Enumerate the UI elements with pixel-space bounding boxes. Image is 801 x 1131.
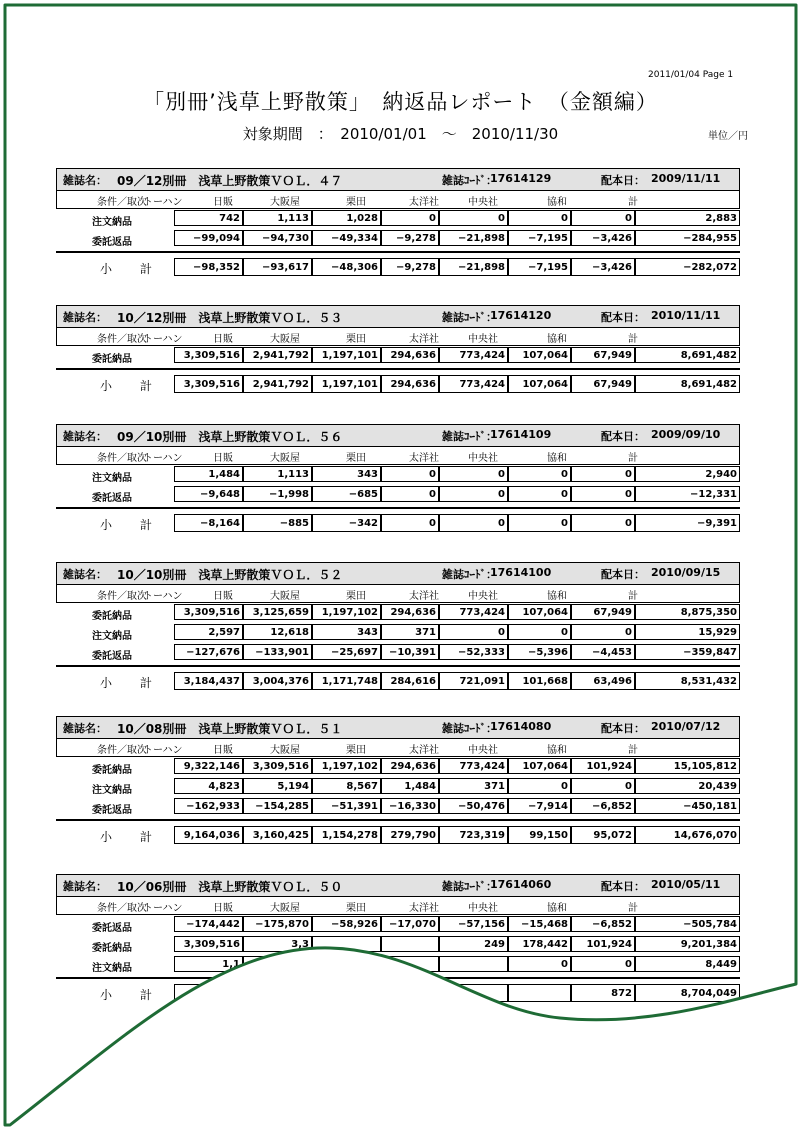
table-cell: −5,396 (508, 644, 571, 660)
row-label: 注文納品 (92, 217, 132, 228)
row-label: 注文納品 (92, 473, 132, 484)
table-cell: −175,870 (243, 916, 312, 932)
table-cell: 0 (439, 624, 508, 640)
row-label: 委託返品 (92, 237, 132, 248)
table-cell: −6,852 (571, 798, 635, 814)
table-cell: −127,676 (174, 644, 243, 660)
subtotal-cell: 8,704,049 (635, 984, 740, 1002)
subtotal-cell: 284,616 (381, 672, 439, 690)
subtotal-cell: −3,426 (571, 258, 635, 276)
table-cell: 773,424 (439, 347, 508, 363)
subtotal-label: 小 計 (100, 262, 161, 276)
table-cell: 0 (381, 486, 439, 502)
column-header: 太洋社 (409, 334, 439, 345)
column-header: 計 (628, 745, 638, 756)
row-label: 委託返品 (92, 651, 132, 662)
condition-header: 条件／取次 (97, 591, 147, 602)
subtotal-cell: 1,197,101 (312, 375, 381, 393)
magazine-code: 17614080 (490, 720, 552, 733)
table-cell: 5,194 (243, 778, 312, 794)
column-header: 日販 (213, 334, 233, 345)
table-cell: 0 (571, 486, 635, 502)
table-cell: 8,567 (312, 778, 381, 794)
subtotal-label: 小 計 (100, 518, 161, 532)
page-border (5, 5, 796, 1125)
table-cell: 773,424 (439, 758, 508, 774)
subtotal-cell: 8,531,432 (635, 672, 740, 690)
column-header: 栗田 (346, 745, 366, 756)
magazine-code: 17614129 (490, 172, 552, 185)
subtotal-cell: 0 (439, 514, 508, 532)
column-header: トーハン (143, 453, 183, 464)
column-header: 栗田 (346, 334, 366, 345)
subtotal-cell: 723,319 (439, 826, 508, 844)
table-cell: 1,197,101 (312, 347, 381, 363)
subtotal-cell: −9,278 (381, 258, 439, 276)
table-cell: −7,195 (508, 230, 571, 246)
subtotal-cell: 14,676,070 (635, 826, 740, 844)
magazine-label: 雑誌名： (63, 311, 107, 324)
table-cell: 742 (174, 210, 243, 226)
column-header: 協和 (547, 745, 567, 756)
condition-header: 条件／取次 (97, 197, 147, 208)
date-label: 配本日： (601, 174, 645, 187)
table-cell: 0 (508, 778, 571, 794)
column-header: トーハン (143, 903, 183, 914)
table-cell: −359,847 (635, 644, 740, 660)
column-header: 日販 (213, 903, 233, 914)
column-header: トーハン (143, 334, 183, 345)
column-header: 大阪屋 (270, 197, 300, 208)
table-cell: 0 (508, 486, 571, 502)
table-cell: 2,940 (635, 466, 740, 482)
date-label: 配本日： (601, 722, 645, 735)
table-cell: −15,468 (508, 916, 571, 932)
release-date: 2009/11/11 (651, 172, 721, 185)
subtotal-cell: 67,949 (571, 375, 635, 393)
table-cell: 0 (508, 624, 571, 640)
subtotal-cell: 872 (571, 984, 635, 1002)
date-label: 配本日： (601, 568, 645, 581)
subtotal-cell: −7,195 (508, 258, 571, 276)
table-cell: 20,439 (635, 778, 740, 794)
table-cell: 1,197,102 (312, 758, 381, 774)
table-cell: 3,309,516 (243, 758, 312, 774)
condition-header: 条件／取次 (97, 903, 147, 914)
table-cell: 1,197,102 (312, 604, 381, 620)
date-label: 配本日： (601, 430, 645, 443)
subtotal-cell: 101,668 (508, 672, 571, 690)
table-cell: 1,028 (312, 210, 381, 226)
subtotal-cell: 0 (508, 514, 571, 532)
condition-header: 条件／取次 (97, 453, 147, 464)
date-label: 配本日： (601, 311, 645, 324)
column-header: 大阪屋 (270, 453, 300, 464)
table-cell: 15,929 (635, 624, 740, 640)
subtotal-cell: 773,424 (439, 375, 508, 393)
table-cell: 3,309,516 (174, 604, 243, 620)
subtotal-cell: 63,496 (571, 672, 635, 690)
subtotal-cell: 3,004,376 (243, 672, 312, 690)
code-label: 雑誌ｺｰﾄﾞ： (442, 430, 497, 443)
table-cell: 12,618 (243, 624, 312, 640)
table-cell: −17,070 (381, 916, 439, 932)
column-header: 計 (628, 453, 638, 464)
subtotal-cell: −93,617 (243, 258, 312, 276)
table-cell: 0 (571, 956, 635, 972)
column-header: 協和 (547, 334, 567, 345)
row-label: 委託返品 (92, 493, 132, 504)
table-cell: −4,453 (571, 644, 635, 660)
subtotal-cell: −98,352 (174, 258, 243, 276)
report-title: 「別冊’浅草上野散策」 納返品レポート （金額編） (143, 90, 658, 114)
column-header: 計 (628, 591, 638, 602)
magazine-name: 10／12別冊 浅草上野散策ＶＯＬ．５３ (117, 311, 343, 325)
table-cell: 8,875,350 (635, 604, 740, 620)
table-cell: 2,941,792 (243, 347, 312, 363)
column-header: 大阪屋 (270, 745, 300, 756)
subtotal-cell: −48,306 (312, 258, 381, 276)
table-cell: −25,697 (312, 644, 381, 660)
row-label: 委託納品 (92, 765, 132, 776)
column-header: 太洋社 (409, 453, 439, 464)
subtotal-cell: −282,072 (635, 258, 740, 276)
table-cell: 0 (508, 466, 571, 482)
column-header: トーハン (143, 745, 183, 756)
row-label: 注文納品 (92, 631, 132, 642)
column-header: 計 (628, 903, 638, 914)
table-cell: 8,691,482 (635, 347, 740, 363)
subtotal-cell: 95,072 (571, 826, 635, 844)
table-cell: 178,442 (508, 936, 571, 952)
table-cell: 343 (312, 466, 381, 482)
column-header: 日販 (213, 453, 233, 464)
table-cell: 294,636 (381, 347, 439, 363)
subtotal-label: 小 計 (100, 379, 161, 393)
column-header: 計 (628, 197, 638, 208)
subtotal-label: 小 計 (100, 830, 161, 844)
magazine-code: 17614100 (490, 566, 552, 579)
column-header: 日販 (213, 197, 233, 208)
table-cell: 67,949 (571, 604, 635, 620)
row-label: 委託納品 (92, 354, 132, 365)
column-header: 大阪屋 (270, 591, 300, 602)
subtotal-label: 小 計 (100, 988, 161, 1002)
table-cell: 0 (508, 210, 571, 226)
column-header: 中央社 (468, 197, 498, 208)
column-header: 日販 (213, 591, 233, 602)
magazine-label: 雑誌名： (63, 722, 107, 735)
column-header: 大阪屋 (270, 903, 300, 914)
table-cell: 107,064 (508, 604, 571, 620)
subtotal-cell: 8,691,482 (635, 375, 740, 393)
magazine-name: 09／10別冊 浅草上野散策ＶＯＬ．５６ (117, 430, 343, 444)
subtotal-cell: −885 (243, 514, 312, 532)
row-label: 委託返品 (92, 923, 132, 934)
table-cell: −685 (312, 486, 381, 502)
table-cell: 294,636 (381, 758, 439, 774)
column-header: 中央社 (468, 334, 498, 345)
subtotal-label: 小 計 (100, 676, 161, 690)
column-header: 協和 (547, 453, 567, 464)
condition-header: 条件／取次 (97, 334, 147, 345)
magazine-label: 雑誌名： (63, 880, 107, 893)
table-cell: 0 (571, 778, 635, 794)
table-cell: 101,924 (571, 936, 635, 952)
table-cell: 101,924 (571, 758, 635, 774)
release-date: 2010/11/11 (651, 309, 721, 322)
table-cell: 0 (508, 956, 571, 972)
table-cell: −21,898 (439, 230, 508, 246)
table-cell: 3,309,516 (174, 936, 243, 952)
code-label: 雑誌ｺｰﾄﾞ： (442, 722, 497, 735)
subtotal-cell: 99,150 (508, 826, 571, 844)
subtotal-cell: 0 (571, 514, 635, 532)
table-cell: 0 (571, 210, 635, 226)
table-cell: −6,852 (571, 916, 635, 932)
row-label: 委託返品 (92, 805, 132, 816)
magazine-name: 10／06別冊 浅草上野散策ＶＯＬ．５０ (117, 880, 343, 894)
table-cell: 371 (439, 778, 508, 794)
release-date: 2010/09/15 (651, 566, 721, 579)
table-cell: −51,391 (312, 798, 381, 814)
column-header: 協和 (547, 591, 567, 602)
table-cell: −99,094 (174, 230, 243, 246)
table-cell: 249 (439, 936, 508, 952)
table-cell: 0 (381, 466, 439, 482)
table-cell: −162,933 (174, 798, 243, 814)
table-cell: −505,784 (635, 916, 740, 932)
magazine-name: 10／08別冊 浅草上野散策ＶＯＬ．５１ (117, 722, 343, 736)
table-cell: −450,181 (635, 798, 740, 814)
column-header: 計 (628, 334, 638, 345)
subtotal-cell: 294,636 (381, 375, 439, 393)
table-cell: −9,278 (381, 230, 439, 246)
unit-label: 単位／円 (708, 131, 748, 142)
table-cell: 0 (381, 210, 439, 226)
row-label: 委託納品 (92, 943, 132, 954)
table-cell: 3,309,516 (174, 347, 243, 363)
table-cell: 3,3 (243, 936, 312, 952)
condition-header: 条件／取次 (97, 745, 147, 756)
column-header: 太洋社 (409, 197, 439, 208)
subtotal-cell: −342 (312, 514, 381, 532)
column-header: 中央社 (468, 903, 498, 914)
table-cell: 294,636 (381, 604, 439, 620)
subtotal-cell: 107,064 (508, 375, 571, 393)
code-label: 雑誌ｺｰﾄﾞ： (442, 174, 497, 187)
subtotal-cell: 3,309,516 (174, 375, 243, 393)
column-header: 協和 (547, 903, 567, 914)
table-cell: −154,285 (243, 798, 312, 814)
table-cell: −12,331 (635, 486, 740, 502)
table-cell: −9,648 (174, 486, 243, 502)
release-date: 2009/09/10 (651, 428, 721, 441)
report-period: 対象期間 ： 2010/01/01 〜 2010/11/30 (242, 125, 559, 143)
column-header: 太洋社 (409, 745, 439, 756)
table-cell: 0 (439, 210, 508, 226)
column-header: 中央社 (468, 453, 498, 464)
column-header: 栗田 (346, 453, 366, 464)
code-label: 雑誌ｺｰﾄﾞ： (442, 568, 497, 581)
column-header: 中央社 (468, 591, 498, 602)
subtotal-cell: 3,184,437 (174, 672, 243, 690)
subtotal-cell: 2,941,792 (243, 375, 312, 393)
table-cell: −284,955 (635, 230, 740, 246)
table-cell: 15,105,812 (635, 758, 740, 774)
table-cell: −7,914 (508, 798, 571, 814)
column-header: トーハン (143, 197, 183, 208)
table-cell: −49,334 (312, 230, 381, 246)
subtotal-cell: 1,171,748 (312, 672, 381, 690)
table-cell: −1,998 (243, 486, 312, 502)
table-cell: 8,449 (635, 956, 740, 972)
table-cell: 3,125,659 (243, 604, 312, 620)
table-cell: 0 (439, 486, 508, 502)
subtotal-cell: 1,154,278 (312, 826, 381, 844)
table-cell: 343 (312, 624, 381, 640)
table-cell: −57,156 (439, 916, 508, 932)
table-cell: −50,476 (439, 798, 508, 814)
table-cell: 773,424 (439, 604, 508, 620)
column-header: 大阪屋 (270, 334, 300, 345)
table-cell: −133,901 (243, 644, 312, 660)
row-label: 委託納品 (92, 611, 132, 622)
subtotal-cell: 721,091 (439, 672, 508, 690)
print-date-page: 2011/01/04 Page 1 (648, 70, 734, 80)
magazine-label: 雑誌名： (63, 174, 107, 187)
table-cell: 1,113 (243, 466, 312, 482)
table-cell: −52,333 (439, 644, 508, 660)
table-cell: 2,883 (635, 210, 740, 226)
release-date: 2010/05/11 (651, 878, 721, 891)
table-cell: 371 (381, 624, 439, 640)
column-header: 太洋社 (409, 591, 439, 602)
subtotal-cell: −9,391 (635, 514, 740, 532)
table-cell: 0 (439, 466, 508, 482)
code-label: 雑誌ｺｰﾄﾞ： (442, 311, 497, 324)
column-header: 太洋社 (409, 903, 439, 914)
subtotal-cell: 3,160,425 (243, 826, 312, 844)
code-label: 雑誌ｺｰﾄﾞ： (442, 880, 497, 893)
table-cell: −3,426 (571, 230, 635, 246)
row-label: 注文納品 (92, 963, 132, 974)
table-cell: 9,201,384 (635, 936, 740, 952)
column-header: トーハン (143, 591, 183, 602)
table-cell: 1,1 (174, 956, 243, 972)
magazine-code: 17614109 (490, 428, 552, 441)
row-label: 注文納品 (92, 785, 132, 796)
table-cell: 4,823 (174, 778, 243, 794)
table-cell: −58,926 (312, 916, 381, 932)
magazine-code: 17614120 (490, 309, 552, 322)
subtotal-cell: 279,790 (381, 826, 439, 844)
table-cell: −10,391 (381, 644, 439, 660)
column-header: 日販 (213, 745, 233, 756)
table-cell: 1,484 (174, 466, 243, 482)
table-cell: 107,064 (508, 347, 571, 363)
subtotal-cell: −21,898 (439, 258, 508, 276)
table-cell: −94,730 (243, 230, 312, 246)
subtotal-cell: 9,164,036 (174, 826, 243, 844)
subtotal-cell: 0 (381, 514, 439, 532)
magazine-name: 09／12別冊 浅草上野散策ＶＯＬ．４７ (117, 174, 343, 188)
table-cell: 1,484 (381, 778, 439, 794)
column-header: 中央社 (468, 745, 498, 756)
table-cell: 67,949 (571, 347, 635, 363)
column-header: 栗田 (346, 197, 366, 208)
table-cell: 2,597 (174, 624, 243, 640)
table-cell: 0 (571, 466, 635, 482)
table-cell: 1,113 (243, 210, 312, 226)
table-cell: 107,064 (508, 758, 571, 774)
magazine-name: 10／10別冊 浅草上野散策ＶＯＬ．５２ (117, 568, 343, 582)
table-cell: −174,442 (174, 916, 243, 932)
date-label: 配本日： (601, 880, 645, 893)
release-date: 2010/07/12 (651, 720, 721, 733)
column-header: 栗田 (346, 591, 366, 602)
magazine-code: 17614060 (490, 878, 552, 891)
magazine-label: 雑誌名： (63, 568, 107, 581)
column-header: 栗田 (346, 903, 366, 914)
column-header: 協和 (547, 197, 567, 208)
table-cell: 9,322,146 (174, 758, 243, 774)
magazine-label: 雑誌名： (63, 430, 107, 443)
table-cell: −16,330 (381, 798, 439, 814)
table-cell: 0 (571, 624, 635, 640)
subtotal-cell: −8,164 (174, 514, 243, 532)
